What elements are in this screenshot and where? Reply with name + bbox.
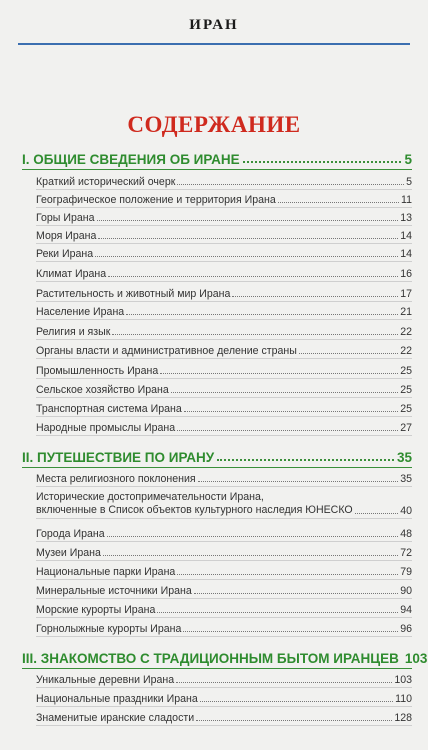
- section-label: III. ЗНАКОМСТВО С ТРАДИЦИОННЫМ БЫТОМ ИРАНЦЕВ: [22, 651, 399, 666]
- item-label: Климат Ирана: [36, 268, 107, 280]
- toc-item[interactable]: [36, 361, 412, 379]
- toc-item[interactable]: [36, 418, 412, 436]
- toc-item[interactable]: [36, 341, 412, 359]
- dot-leader: [112, 334, 398, 335]
- toc-item[interactable]: [36, 172, 412, 190]
- item-page: 40: [400, 505, 412, 517]
- header-rule: [18, 43, 410, 45]
- dot-leader: [194, 593, 398, 594]
- item-page: 94: [400, 604, 412, 616]
- item-label: Города Ирана: [36, 528, 105, 540]
- toc-item[interactable]: [36, 469, 412, 487]
- toc-item[interactable]: [36, 399, 412, 417]
- toc-item[interactable]: [36, 489, 412, 519]
- toc-item[interactable]: [36, 524, 412, 542]
- toc-item[interactable]: [36, 322, 412, 340]
- dot-leader: [217, 459, 394, 461]
- dot-leader: [184, 411, 398, 412]
- item-label: Органы власти и административное деление страны: [36, 345, 297, 357]
- dot-leader: [243, 161, 402, 163]
- item-label: Горы Ирана: [36, 212, 95, 224]
- dot-leader: [126, 314, 398, 315]
- item-page: 11: [401, 194, 412, 206]
- item-page: 22: [400, 326, 412, 338]
- item-page: 96: [400, 623, 412, 635]
- item-label: Транспортная система Ирана: [36, 403, 182, 415]
- item-page: 48: [400, 528, 412, 540]
- section-page: 5: [404, 152, 412, 167]
- toc-item[interactable]: [36, 302, 412, 320]
- item-page: 79: [400, 566, 412, 578]
- section-page: 103: [404, 651, 428, 666]
- item-page: 5: [406, 176, 412, 188]
- header-title: ИРАН: [189, 17, 239, 33]
- dot-leader: [177, 184, 404, 185]
- item-page: 25: [400, 403, 412, 415]
- item-page: 35: [400, 473, 412, 485]
- dot-leader: [183, 631, 398, 632]
- item-page: 22: [400, 345, 412, 357]
- item-page: 14: [400, 248, 412, 260]
- item-label: Минеральные источники Ирана: [36, 585, 192, 597]
- item-label: Народные промыслы Ирана: [36, 422, 176, 434]
- section-label: I. ОБЩИЕ СВЕДЕНИЯ ОБ ИРАНЕ: [22, 152, 240, 167]
- toc-item[interactable]: [36, 670, 412, 688]
- item-label: Горнолыжные курорты Ирана: [36, 623, 182, 635]
- dot-leader: [355, 513, 399, 514]
- toc-item[interactable]: [36, 190, 412, 208]
- dot-leader: [107, 536, 399, 537]
- dot-leader: [176, 682, 392, 683]
- dot-leader: [95, 256, 398, 257]
- item-label-line-2: включенные в Список объектов культурного наследия ЮНЕСКО: [36, 504, 353, 516]
- dot-leader: [232, 296, 398, 297]
- item-label: Религия и язык: [36, 326, 111, 338]
- item-label: Национальные праздники Ирана: [36, 693, 198, 705]
- item-label: Промышленность Ирана: [36, 365, 159, 377]
- toc-item[interactable]: [36, 543, 412, 561]
- item-page: 27: [400, 422, 412, 434]
- item-label: Моря Ирана: [36, 230, 97, 242]
- dot-leader: [171, 392, 398, 393]
- item-label: Музеи Ирана: [36, 547, 101, 559]
- item-page: 25: [400, 384, 412, 396]
- dot-leader: [157, 612, 398, 613]
- item-label: Растительность и животный мир Ирана: [36, 288, 231, 300]
- toc-section-1[interactable]: [22, 148, 412, 170]
- item-label: Уникальные деревни Ирана: [36, 674, 175, 686]
- item-page: 25: [400, 365, 412, 377]
- item-label: Географическое положение и территория Ирана: [36, 194, 276, 206]
- toc-item[interactable]: [36, 689, 412, 707]
- item-label: Краткий исторический очерк: [36, 176, 176, 188]
- dot-leader: [177, 574, 398, 575]
- dot-leader: [200, 701, 393, 702]
- dot-leader: [103, 555, 398, 556]
- section-page: 35: [396, 450, 412, 465]
- toc-item[interactable]: [36, 708, 412, 726]
- toc-section-3[interactable]: [22, 647, 428, 669]
- item-page: 13: [400, 212, 412, 224]
- item-label: Население Ирана: [36, 306, 125, 318]
- toc-item[interactable]: [36, 619, 412, 637]
- dot-leader: [196, 720, 392, 721]
- toc-item[interactable]: [36, 226, 412, 244]
- dot-leader: [177, 430, 398, 431]
- dot-leader: [98, 238, 398, 239]
- dot-leader: [97, 220, 399, 221]
- item-label-line-1: Исторические достопримечательности Ирана,: [36, 491, 264, 503]
- dot-leader: [108, 276, 398, 277]
- item-label: Места религиозного поклонения: [36, 473, 196, 485]
- item-label: Сельское хозяйство Ирана: [36, 384, 169, 396]
- toc-item[interactable]: [36, 581, 412, 599]
- toc-item[interactable]: [36, 264, 412, 282]
- toc-section-2[interactable]: [22, 446, 412, 468]
- running-header: [0, 0, 428, 46]
- item-page: 90: [400, 585, 412, 597]
- item-page: 17: [400, 288, 412, 300]
- item-page: 128: [394, 712, 412, 724]
- item-label: Знаменитые иранские сладости: [36, 712, 195, 724]
- dot-leader: [278, 202, 399, 203]
- toc-item[interactable]: [36, 380, 412, 398]
- item-page: 16: [400, 268, 412, 280]
- item-page: 103: [394, 674, 412, 686]
- item-label: Национальные парки Ирана: [36, 566, 176, 578]
- dot-leader: [299, 353, 398, 354]
- dot-leader: [198, 481, 399, 482]
- toc-item[interactable]: [36, 600, 412, 618]
- dot-leader: [160, 373, 398, 374]
- toc-title: СОДЕРЖАНИЕ: [127, 112, 301, 137]
- item-page: 21: [400, 306, 412, 318]
- section-label: II. ПУТЕШЕСТВИЕ ПО ИРАНУ: [22, 450, 215, 465]
- item-page: 14: [400, 230, 412, 242]
- item-page: 72: [400, 547, 412, 559]
- toc-item[interactable]: [36, 244, 412, 262]
- item-label: [36, 491, 353, 517]
- toc-item[interactable]: [36, 562, 412, 580]
- toc-item[interactable]: [36, 208, 412, 226]
- toc-item[interactable]: [36, 284, 412, 302]
- item-label: Морские курорты Ирана: [36, 604, 156, 616]
- item-label: Реки Ирана: [36, 248, 94, 260]
- item-page: 110: [395, 693, 412, 705]
